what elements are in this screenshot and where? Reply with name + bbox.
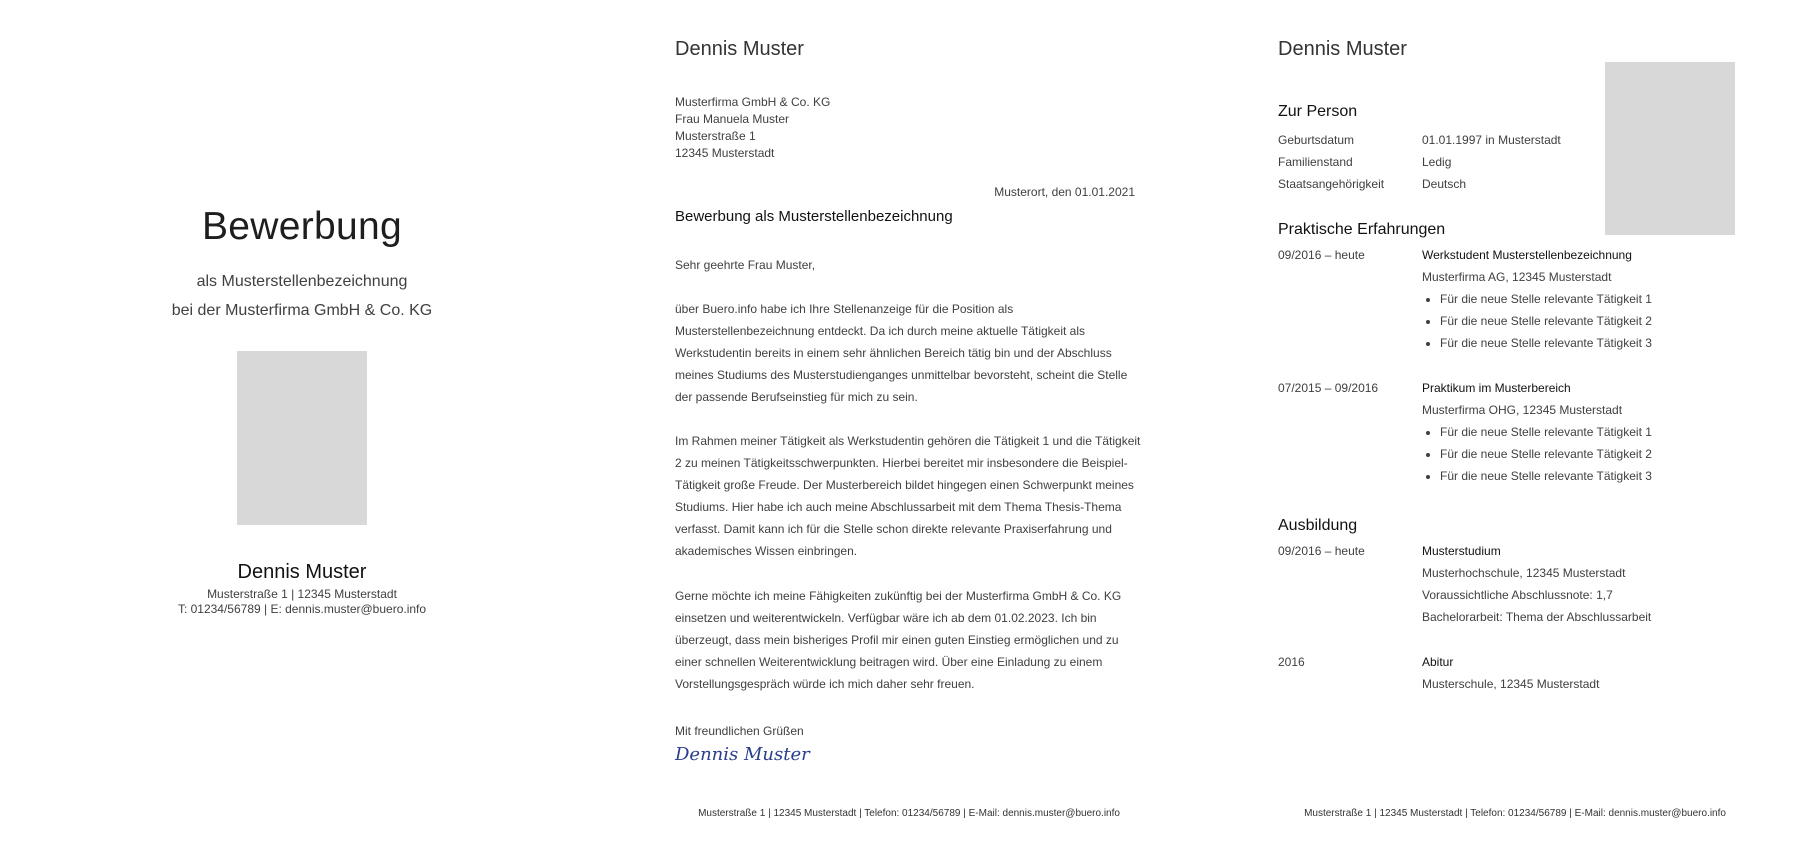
list-item: • Für die neue Stelle relevante Tätigkeit 2 bbox=[1440, 443, 1752, 465]
list-item: • Für die neue Stelle relevante Tätigkeit 1 bbox=[1440, 288, 1752, 310]
handwritten-signature: Dennis Muster bbox=[675, 744, 810, 765]
entry-bullet-list bbox=[1422, 421, 1752, 487]
entry-detail bbox=[1422, 377, 1752, 487]
entry-detail bbox=[1422, 540, 1752, 628]
entry-date: 09/2016 – heute bbox=[1278, 248, 1365, 262]
cover-page bbox=[0, 0, 600, 848]
recipient-person: Frau Manuela Muster bbox=[675, 112, 790, 126]
entry-organization: Musterfirma OHG, 12345 Musterstadt bbox=[1422, 403, 1623, 417]
recipient-city: 12345 Musterstadt bbox=[675, 146, 775, 160]
entry-detail bbox=[1422, 244, 1752, 354]
person-label: Staatsangehörigkeit bbox=[1278, 177, 1385, 191]
cover-contact: T: 01234/56789 | E: dennis.muster@buero.info bbox=[177, 602, 427, 616]
entry-date: 2016 bbox=[1278, 655, 1305, 669]
entry-organization: Musterfirma AG, 12345 Musterstadt bbox=[1422, 270, 1612, 284]
letter-recipient-address bbox=[675, 94, 830, 162]
entry-title: Musterstudium bbox=[1422, 544, 1501, 558]
cv-page bbox=[1206, 0, 1800, 848]
list-item: • Für die neue Stelle relevante Tätigkeit 2 bbox=[1440, 310, 1752, 332]
entry-line: Bachelorarbeit: Thema der Abschlussarbeit bbox=[1422, 610, 1652, 624]
letter-paragraph: Im Rahmen meiner Tätigkeit als Werkstudentin gehören die Tätigkeit 1 und die Tätigkeit 2 zu meinen Tätigkeitsschwerpunkten. Hierbei bereitet mir insbesondere die Beispiel-Tätigkeit große Freude. Der Musterbereich bildet hingegen einen Schwerpunkt meines Studiums. Hier habe ich auch meine Abschlussarbeit mit dem Thema Thesis-Thema verfasst. Damit kann ich für die Stelle schon direkte relevante Praxiserfahrung und akademisches Wissen einbringen. bbox=[675, 434, 1141, 558]
cover-address: Musterstraße 1 | 12345 Musterstadt bbox=[207, 587, 397, 601]
person-value: Deutsch bbox=[1422, 177, 1467, 191]
applicant-photo-placeholder bbox=[237, 351, 367, 525]
list-item: • Für die neue Stelle relevante Tätigkeit 3 bbox=[1440, 465, 1752, 487]
entry-bullet-list bbox=[1422, 288, 1752, 354]
list-item: • Für die neue Stelle relevante Tätigkeit 1 bbox=[1440, 421, 1752, 443]
entry-line: Voraussichtliche Abschlussnote: 1,7 bbox=[1422, 588, 1613, 602]
person-label: Familienstand bbox=[1278, 155, 1353, 169]
entry-detail bbox=[1422, 651, 1752, 695]
cv-name: Dennis Muster bbox=[1278, 38, 1407, 60]
person-value: Ledig bbox=[1422, 155, 1452, 169]
cover-applicant-name: Dennis Muster bbox=[237, 561, 367, 583]
letter-sender-name: Dennis Muster bbox=[675, 38, 804, 60]
cover-title: Bewerbung bbox=[201, 205, 402, 248]
letter-closing: Mit freundlichen Grüßen bbox=[675, 724, 804, 738]
person-label: Geburtsdatum bbox=[1278, 133, 1355, 147]
person-row bbox=[1278, 155, 1451, 169]
recipient-company: Musterfirma GmbH & Co. KG bbox=[675, 95, 831, 109]
section-heading-education: Ausbildung bbox=[1278, 517, 1358, 534]
letter-subject: Bewerbung als Musterstellenbezeichnung bbox=[675, 208, 953, 225]
entry-line: Musterschule, 12345 Musterstadt bbox=[1422, 677, 1600, 691]
entry-title: Praktikum im Musterbereich bbox=[1422, 381, 1571, 395]
cover-subtitle-position: als Musterstellenbezeichnung bbox=[196, 273, 408, 290]
section-heading-person: Zur Person bbox=[1278, 103, 1358, 120]
cv-footer: Musterstraße 1 | 12345 Musterstadt | Telefon: 01234/56789 | E-Mail: dennis.muster@buero.info bbox=[1304, 808, 1726, 819]
cover-letter-page bbox=[603, 0, 1203, 848]
entry-line: Musterhochschule, 12345 Musterstadt bbox=[1422, 566, 1626, 580]
person-value: 01.01.1997 in Musterstadt bbox=[1422, 133, 1561, 147]
entry-title: Abitur bbox=[1422, 655, 1454, 669]
letter-paragraph: über Buero.info habe ich Ihre Stellenanzeige für die Position als Musterstellenbezeichnung entdeckt. Da ich durch meine aktuelle Tätigkeit als Werkstudentin bereits in einem sehr ähnlichen Bereich tätig bin und der Abschluss meines Studiums des Musterstudienganges unmittelbar bevorsteht, scheint die Stelle der passende Berufseinstieg für mich zu sein. bbox=[675, 302, 1128, 404]
cv-photo-placeholder bbox=[1605, 62, 1735, 235]
person-row bbox=[1278, 133, 1561, 147]
entry-date: 07/2015 – 09/2016 bbox=[1278, 381, 1379, 395]
person-row bbox=[1278, 177, 1466, 191]
letter-greeting: Sehr geehrte Frau Muster, bbox=[675, 258, 816, 272]
entry-date: 09/2016 – heute bbox=[1278, 544, 1365, 558]
letter-date: Musterort, den 01.01.2021 bbox=[994, 185, 1135, 199]
section-heading-experience: Praktische Erfahrungen bbox=[1278, 221, 1446, 238]
letter-footer: Musterstraße 1 | 12345 Musterstadt | Telefon: 01234/56789 | E-Mail: dennis.muster@buero.info bbox=[698, 808, 1120, 819]
entry-title: Werkstudent Musterstellenbezeichnung bbox=[1422, 248, 1632, 262]
cover-subtitle-company: bei der Musterfirma GmbH & Co. KG bbox=[171, 302, 433, 319]
recipient-street: Musterstraße 1 bbox=[675, 129, 756, 143]
letter-paragraph: Gerne möchte ich meine Fähigkeiten zukünftig bei der Musterfirma GmbH & Co. KG einsetzen und weiterentwickeln. Verfügbar wäre ich ab dem 01.02.2023. Ich bin überzeugt, dass mein bisheriges Profil mir einen guten Einstieg ermöglichen und zu einer schnellen Weiterentwicklung beitragen wird. Über eine Einladung zu einem Vorstellungsgespräch würde ich mich daher sehr freuen. bbox=[675, 589, 1122, 691]
list-item: • Für die neue Stelle relevante Tätigkeit 3 bbox=[1440, 332, 1752, 354]
